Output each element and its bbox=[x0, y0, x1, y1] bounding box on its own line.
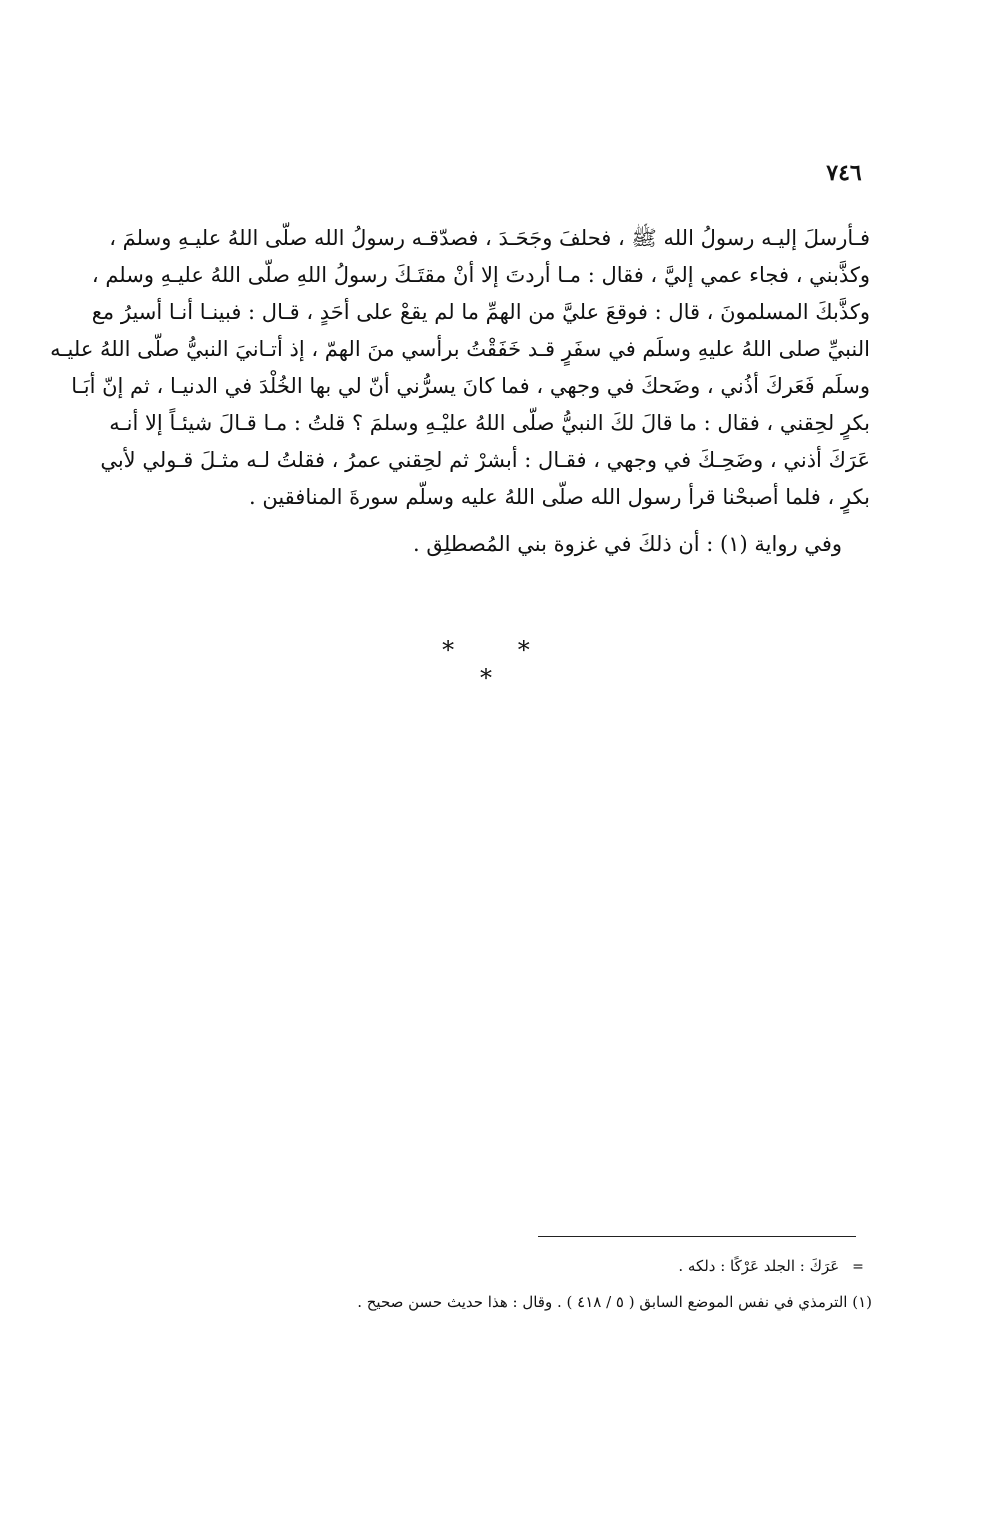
text-line: بكرٍ لحِقني ، فقال : ما قالَ لكَ النبيُّ صلّى اللهُ عليْـهِ وسلمَ ؟ قلتُ : مـا قـالَ شيئـاً إلا أنـه bbox=[109, 411, 870, 435]
text-line: وسلَم فَعَركَ أذُني ، وضَحكَ في وجهي ، فما كانَ يسرُّني أنّ لي بها الخُلْدَ في الدنيـا ، ثم إنّ أبَـا bbox=[71, 374, 870, 398]
gloss-marker: = bbox=[852, 1259, 864, 1275]
footnote-gloss bbox=[300, 1248, 872, 1284]
footnotes bbox=[300, 1248, 872, 1320]
section-separator-stars: * * * bbox=[442, 636, 558, 692]
text-line: النبيِّ صلى اللهُ عليهِ وسلَم في سفَرٍ قـد خَفَقْتُ برأسي منَ الهمّ ، إذ أتـانيَ النبيُّ صلّى اللهُ عليـه bbox=[50, 337, 870, 361]
text-line: عَرَكَ أذني ، وضَحِـكَ في وجهي ، فقـال : أبشرْ ثم لحِقني عمرُ ، فقلتُ لـه مثـلَ قـولي لأبي bbox=[100, 448, 870, 472]
page-number: ٧٤٦ bbox=[826, 160, 862, 186]
footnote-divider bbox=[538, 1236, 856, 1237]
footnote-item: (١) الترمذي في نفس الموضع السابق ( ٥ / ٤١٨ ) . وقال : هذا حديث حسن صحيح . bbox=[357, 1293, 872, 1311]
gloss-text: عَرَكَ : الجلد عَرْكًا : دلكه . bbox=[678, 1257, 840, 1275]
text-line: وكذَّبكَ المسلمونَ ، قال : فوقعَ عليَّ من الهمِّ ما لم يقعْ على أحَدٍ ، قـال : فبينـا أنـا أسيرُ مع bbox=[91, 300, 870, 324]
text-line: بكرٍ ، فلما أصبحْنا قرأ رسول الله صلّى اللهُ عليه وسلّم سورةَ المنافقين . bbox=[249, 485, 870, 509]
main-text bbox=[50, 220, 870, 564]
text-line: وكذَّبني ، فجاء عمي إليَّ ، فقال : مـا أردتَ إلا أنْ مقتَـكَ رسولُ اللهِ صلّى اللهُ عليـهِ وسلم ، bbox=[91, 263, 870, 287]
text-line: فـأرسلَ إليـه رسولُ الله ﷺ ، فحلفَ وجَحَـدَ ، فصدّقـه رسولُ الله صلّى اللهُ عليـهِ وسلمَ ، bbox=[109, 226, 870, 250]
riwaya-note: وفي رواية (١) : أن ذلكَ في غزوة بني المُصطلِق . bbox=[412, 532, 842, 556]
